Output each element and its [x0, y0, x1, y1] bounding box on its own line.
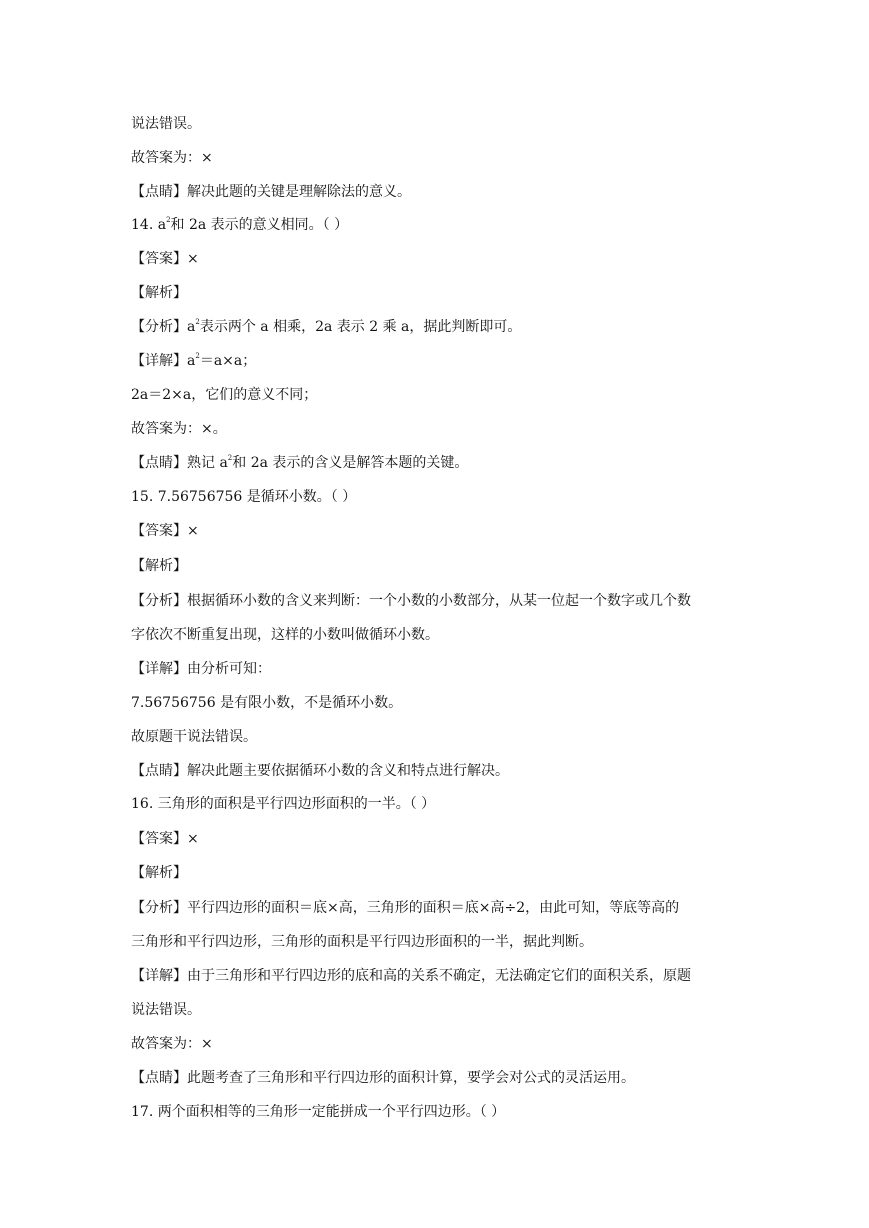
text-segment: 表示两个 a 相乘，2a 表示 2 乘 a，据此判断即可。: [199, 319, 522, 335]
text-segment: 和 2a 表示的含义是解答本题的关键。: [232, 455, 469, 471]
text-line: 2a＝2×a，它们的意义不同；: [131, 387, 318, 403]
text-line: 【分析】平行四边形的面积＝底×高，三角形的面积＝底×高÷2，由此可知，等底等高的: [131, 900, 680, 916]
text-line: 故答案为：×: [131, 1036, 213, 1052]
text-line: 7.56756756 是有限小数，不是循环小数。: [131, 695, 403, 711]
text-segment: 【详解】a: [131, 353, 196, 369]
text-line: [131, 454, 468, 472]
text-line: 说法错误。: [131, 116, 201, 132]
text-line: 【点睛】解决此题主要依据循环小数的含义和特点进行解决。: [131, 763, 509, 779]
question-14: [131, 216, 348, 234]
text-line: 【解析】: [131, 285, 187, 301]
text-segment: 和 2a 表示的意义相同。（ ）: [170, 217, 349, 233]
text-line: 故原题干说法错误。: [131, 729, 257, 745]
superscript: 2: [227, 454, 233, 462]
text-line: 【解析】: [131, 865, 187, 881]
text-line: [131, 352, 256, 370]
text-line: 【详解】由于三角形和平行四边形的底和高的关系不确定，无法确定它们的面积关系，原题: [131, 968, 691, 984]
text-line: 【分析】根据循环小数的含义来判断：一个小数的小数部分，从某一位起一个数字或几个数: [131, 593, 691, 609]
text-line: 三角形和平行四边形，三角形的面积是平行四边形面积的一半，据此判断。: [131, 934, 593, 950]
text-line: 【答案】×: [131, 831, 199, 847]
text-segment: ＝a×a；: [199, 353, 257, 369]
superscript: 2: [195, 318, 200, 326]
text-line: 故答案为：×。: [131, 421, 227, 437]
text-segment: 【分析】a: [131, 319, 196, 335]
text-line: 说法错误。: [131, 1002, 201, 1018]
superscript: 2: [195, 352, 200, 360]
text-line: 【答案】×: [131, 251, 199, 267]
question-17: 17. 两个面积相等的三角形一定能拼成一个平行四边形。（ ）: [131, 1104, 506, 1120]
text-line: 字依次不断重复出现，这样的小数叫做循环小数。: [131, 627, 439, 643]
question-16: 16. 三角形的面积是平行四边形面积的一半。（ ）: [131, 796, 436, 812]
text-line: 【答案】×: [131, 523, 199, 539]
text-line: 故答案为：×: [131, 150, 213, 166]
text-segment: 【点睛】熟记 a: [131, 455, 228, 471]
text-line: 【解析】: [131, 558, 187, 574]
text-line: 【详解】由分析可知：: [131, 661, 271, 677]
text-line: [131, 318, 521, 336]
question-15: 15. 7.56756756 是循环小数。（ ）: [131, 489, 357, 505]
superscript: 2: [166, 216, 171, 224]
text-line: 【点睛】解决此题的关键是理解除法的意义。: [131, 184, 411, 200]
text-segment: 14. a: [131, 217, 167, 233]
text-line: 【点睛】此题考查了三角形和平行四边形的面积计算，要学会对公式的灵活运用。: [131, 1070, 635, 1086]
